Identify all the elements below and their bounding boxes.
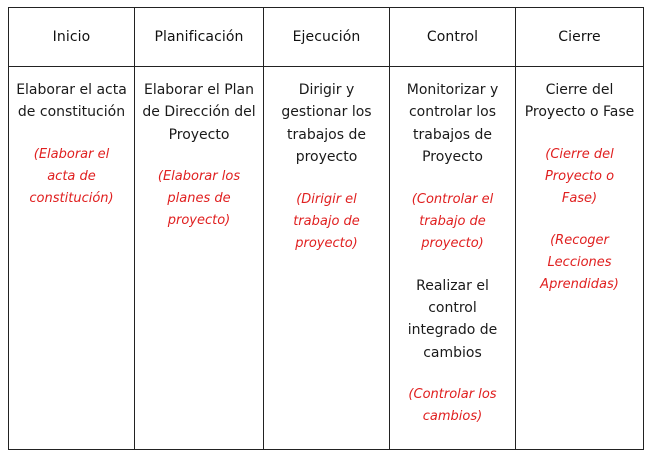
process-name — [396, 275, 509, 365]
process-name — [15, 79, 128, 124]
column-control — [390, 67, 516, 449]
activity-note — [270, 189, 383, 255]
text-line: (Recoger — [550, 232, 609, 248]
text-line: proyecto) — [295, 235, 358, 251]
text-line: cambios) — [422, 409, 483, 425]
text-line: de Dirección del — [142, 104, 256, 121]
header-inicio: Inicio — [9, 8, 135, 67]
text-line: control — [428, 300, 477, 317]
text-line: trabajo de — [419, 213, 486, 229]
text-line: Fase) — [561, 190, 598, 206]
text-line: (Dirigir el — [296, 191, 357, 207]
text-line: integrado de — [407, 322, 498, 339]
block-spacer — [141, 146, 257, 166]
block-spacer — [396, 169, 509, 189]
text-line: cambios — [423, 344, 482, 361]
block-spacer — [396, 364, 509, 384]
process-name — [141, 79, 257, 146]
text-line: proyecto — [295, 149, 358, 166]
block-spacer — [15, 124, 128, 144]
text-line: trabajos de — [413, 126, 492, 143]
text-line: controlar los — [408, 104, 497, 121]
text-line: Proyecto o — [544, 168, 615, 184]
block-spacer — [396, 255, 509, 275]
text-line: Realizar el — [416, 277, 489, 294]
block-spacer — [522, 124, 637, 144]
text-line: proyecto) — [167, 213, 231, 229]
process-name — [396, 79, 509, 169]
header-ejecucion: Ejecución — [264, 8, 390, 67]
activity-note — [396, 384, 509, 428]
text-line: (Elaborar los — [157, 169, 241, 185]
activity-note — [396, 189, 509, 255]
text-line: Proyecto — [422, 149, 483, 166]
text-line: trabajos de — [287, 126, 366, 143]
text-line: Proyecto o Fase — [524, 104, 635, 121]
header-planificacion: Planificación — [135, 8, 264, 67]
text-line: Proyecto — [168, 126, 230, 143]
text-line: Cierre del — [545, 82, 614, 98]
header-control: Control — [390, 8, 516, 67]
block-spacer — [270, 169, 383, 189]
text-line: (Controlar los — [408, 387, 497, 403]
activity-note — [522, 230, 637, 296]
text-line: Dirigir y — [298, 82, 355, 98]
text-line: de constitución — [17, 104, 126, 121]
text-line: planes de — [167, 191, 231, 207]
text-line: acta de — [47, 168, 96, 184]
text-line: proyecto) — [421, 235, 484, 251]
text-line: (Controlar el — [411, 191, 494, 207]
activity-note — [522, 144, 637, 210]
text-line: Elaborar el Plan — [143, 82, 255, 98]
block-spacer — [522, 210, 637, 230]
header-cierre: Cierre — [516, 8, 643, 67]
column-inicio — [9, 67, 135, 449]
column-ejecucion — [264, 67, 390, 449]
text-line: Lecciones — [547, 254, 612, 270]
text-line: Elaborar el acta — [16, 82, 127, 98]
activity-note — [141, 166, 257, 232]
text-line: Monitorizar y — [406, 82, 499, 98]
process-name — [270, 79, 383, 169]
text-line: trabajo de — [293, 213, 360, 229]
activity-note — [15, 144, 128, 210]
text-line: constitución) — [29, 190, 114, 206]
text-line: Aprendidas) — [540, 276, 619, 292]
process-groups-table — [8, 7, 644, 450]
process-name — [522, 79, 637, 124]
text-line: (Elaborar el — [33, 146, 110, 162]
text-line: gestionar los — [281, 104, 372, 121]
text-line: (Cierre del — [545, 146, 614, 162]
column-cierre — [516, 67, 643, 449]
column-planificacion — [135, 67, 264, 449]
